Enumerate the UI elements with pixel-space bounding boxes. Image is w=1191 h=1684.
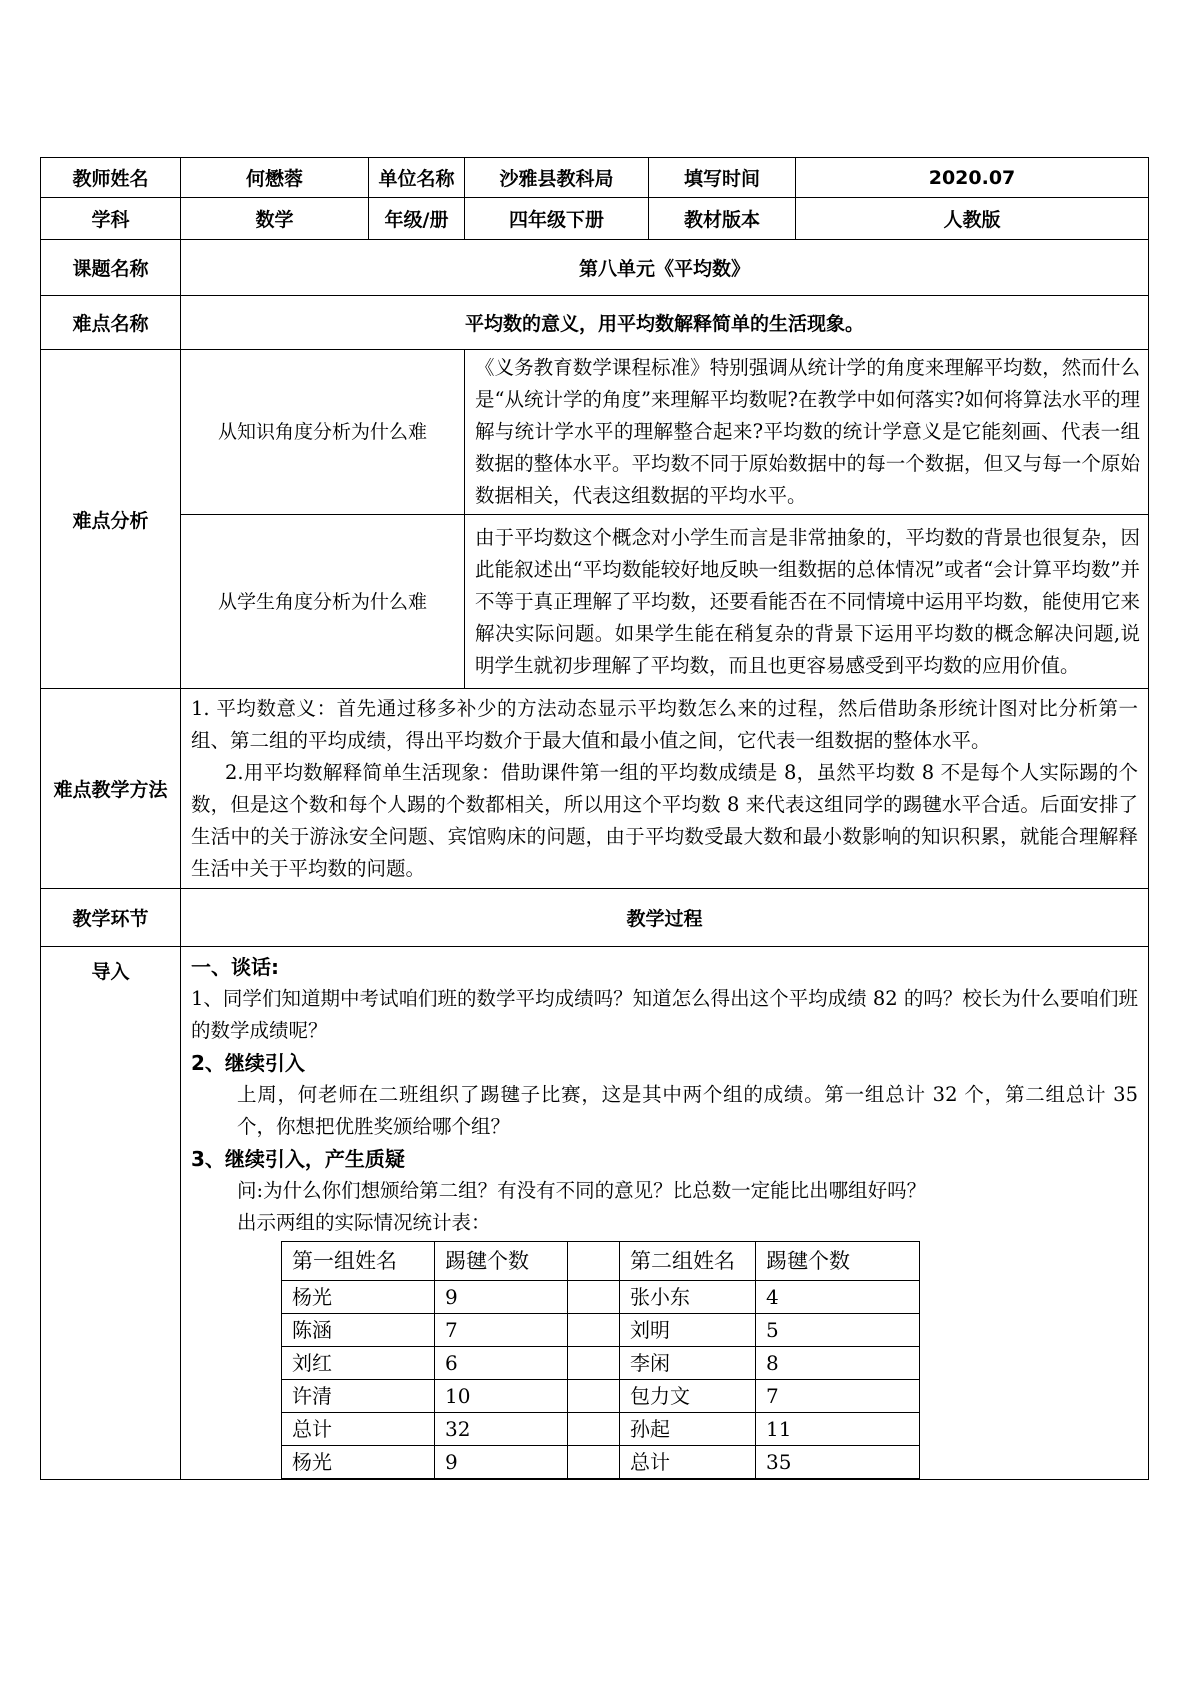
method-paragraph-1: 1. 平均数意义：首先通过移多补少的方法动态显示平均数怎么来的过程，然后借助条形统计图对比分析第一组、第二组的平均成绩，得出平均数介于最大值和最小值之间，它代表一组数据的整体水平。 xyxy=(191,696,1138,752)
stats-header-cell: 踢毽个数 xyxy=(435,1242,568,1281)
stats-cell: 10 xyxy=(435,1380,568,1413)
method-row xyxy=(41,689,1149,889)
difficulty-row xyxy=(41,296,1149,350)
intro-heading-1: 一、谈话: xyxy=(191,955,279,979)
process-header-row xyxy=(41,889,1149,947)
intro-row xyxy=(41,947,1149,1480)
fill-date-label: 填写时间 xyxy=(649,158,796,198)
difficulty-label: 难点名称 xyxy=(41,296,181,350)
stats-cell: 9 xyxy=(435,1446,568,1479)
stats-row xyxy=(282,1446,920,1479)
stats-cell: 孙起 xyxy=(620,1413,756,1446)
header-row-1 xyxy=(41,158,1149,198)
topic-label: 课题名称 xyxy=(41,240,181,296)
stats-cell: 刘红 xyxy=(282,1347,435,1380)
fill-date-value: 2020.07 xyxy=(796,158,1149,198)
stats-cell: 许清 xyxy=(282,1380,435,1413)
edition-label: 教材版本 xyxy=(649,198,796,240)
intro-heading-3: 3、继续引入，产生质疑 xyxy=(191,1147,405,1171)
method-content xyxy=(181,689,1149,889)
kick-shuttlecock-stats-table xyxy=(281,1241,920,1479)
stats-header-cell: 踢毽个数 xyxy=(756,1242,920,1281)
unit-name-value: 沙雅县教科局 xyxy=(465,158,649,198)
stats-cell: 杨光 xyxy=(282,1446,435,1479)
subject-value: 数学 xyxy=(181,198,369,240)
header-row-2 xyxy=(41,198,1149,240)
stats-cell: 6 xyxy=(435,1347,568,1380)
student-angle-text: 由于平均数这个概念对小学生而言是非常抽象的，平均数的背景也很复杂，因此能叙述出“平均数能较好地反映一组数据的总体情况”或者“会计算平均数”并不等于真正理解了平均数，还要看能否在不同情境中运用平均数，能使用它来解决实际问题。如果学生能在稍复杂的背景下运用平均数的概念解决问题,说明学生就初步理解了平均数，而且也更容易感受到平均数的应用价值。 xyxy=(465,515,1149,689)
teacher-name-value: 何懋蓉 xyxy=(181,158,369,198)
stats-cell: 5 xyxy=(756,1314,920,1347)
stats-row xyxy=(282,1281,920,1314)
intro-label: 导入 xyxy=(41,947,181,1480)
stats-row xyxy=(282,1347,920,1380)
stats-cell: 李闲 xyxy=(620,1347,756,1380)
intro-content xyxy=(181,947,1149,1480)
stats-cell: 4 xyxy=(756,1281,920,1314)
stats-cell xyxy=(568,1446,620,1479)
lesson-plan-table xyxy=(40,157,1149,1480)
stats-cell xyxy=(568,1413,620,1446)
intro-line-2: 上周，何老师在二班组织了踢毽子比赛，这是其中两个组的成绩。第一组总计 32 个，第二组总计 35 个，你想把优胜奖颁给哪个组？ xyxy=(237,1083,1138,1138)
stats-cell xyxy=(568,1314,620,1347)
teacher-name-label: 教师姓名 xyxy=(41,158,181,198)
intro-line-1: 1、同学们知道期中考试咱们班的数学平均成绩吗？知道怎么得出这个平均成绩 82 的吗？校长为什么要咱们班的数学成绩呢？ xyxy=(191,987,1138,1042)
edition-value: 人教版 xyxy=(796,198,1149,240)
stats-cell: 11 xyxy=(756,1413,920,1446)
intro-heading-2: 2、继续引入 xyxy=(191,1051,305,1075)
stats-cell: 9 xyxy=(435,1281,568,1314)
topic-value: 第八单元《平均数》 xyxy=(181,240,1149,296)
topic-row xyxy=(41,240,1149,296)
stats-header-cell xyxy=(568,1242,620,1281)
stats-cell: 刘明 xyxy=(620,1314,756,1347)
stats-cell xyxy=(568,1347,620,1380)
method-label: 难点教学方法 xyxy=(41,689,181,889)
stats-cell: 总计 xyxy=(282,1413,435,1446)
stage-label: 教学环节 xyxy=(41,889,181,947)
difficulty-value: 平均数的意义，用平均数解释简单的生活现象。 xyxy=(181,296,1149,350)
grade-label: 年级/册 xyxy=(369,198,465,240)
stats-cell: 35 xyxy=(756,1446,920,1479)
student-angle-label: 从学生角度分析为什么难 xyxy=(181,515,465,689)
subject-label: 学科 xyxy=(41,198,181,240)
knowledge-angle-label: 从知识角度分析为什么难 xyxy=(181,350,465,515)
stats-cell: 8 xyxy=(756,1347,920,1380)
analysis-label: 难点分析 xyxy=(41,350,181,689)
analysis-row-student xyxy=(41,515,1149,689)
intro-line-3: 问:为什么你们想颁给第二组？有没有不同的意见？比总数一定能比出哪组好吗？ xyxy=(237,1179,927,1202)
stats-cell: 7 xyxy=(756,1380,920,1413)
stats-header-cell: 第二组姓名 xyxy=(620,1242,756,1281)
stats-cell: 总计 xyxy=(620,1446,756,1479)
grade-value: 四年级下册 xyxy=(465,198,649,240)
stats-header-cell: 第一组姓名 xyxy=(282,1242,435,1281)
stats-cell: 包力文 xyxy=(620,1380,756,1413)
intro-line-4: 出示两组的实际情况统计表： xyxy=(237,1211,491,1234)
stats-cell xyxy=(568,1281,620,1314)
stats-cell xyxy=(568,1380,620,1413)
stats-cell: 杨光 xyxy=(282,1281,435,1314)
process-label: 教学过程 xyxy=(181,889,1149,947)
stats-cell: 7 xyxy=(435,1314,568,1347)
knowledge-angle-text: 《义务教育数学课程标准》特别强调从统计学的角度来理解平均数，然而什么是“从统计学的角度”来理解平均数呢?在教学中如何落实?如何将算法水平的理解与统计学水平的理解整合起来?平均数的统计学意义是它能刻画、代表一组数据的整体水平。平均数不同于原始数据中的每一个数据，但又与每一个原始数据相关，代表这组数据的平均水平。 xyxy=(465,350,1149,515)
stats-header-row xyxy=(282,1242,920,1281)
stats-row xyxy=(282,1314,920,1347)
stats-cell: 张小东 xyxy=(620,1281,756,1314)
stats-row xyxy=(282,1413,920,1446)
stats-cell: 32 xyxy=(435,1413,568,1446)
stats-row xyxy=(282,1380,920,1413)
stats-cell: 陈涵 xyxy=(282,1314,435,1347)
analysis-row-knowledge xyxy=(41,350,1149,515)
method-paragraph-2: 2.用平均数解释简单生活现象：借助课件第一组的平均数成绩是 8，虽然平均数 8 不是每个人实际踢的个数，但是这个数和每个人踢的个数都相关，所以用这个平均数 8 来代表这组同学的踢毽水平合适。后面安排了生活中的关于游泳安全问题、宾馆购床的问题，由于平均数受最大数和最小数影响的知识积累，就能合理解释生活中关于平均数的问题。 xyxy=(191,760,1138,880)
unit-name-label: 单位名称 xyxy=(369,158,465,198)
